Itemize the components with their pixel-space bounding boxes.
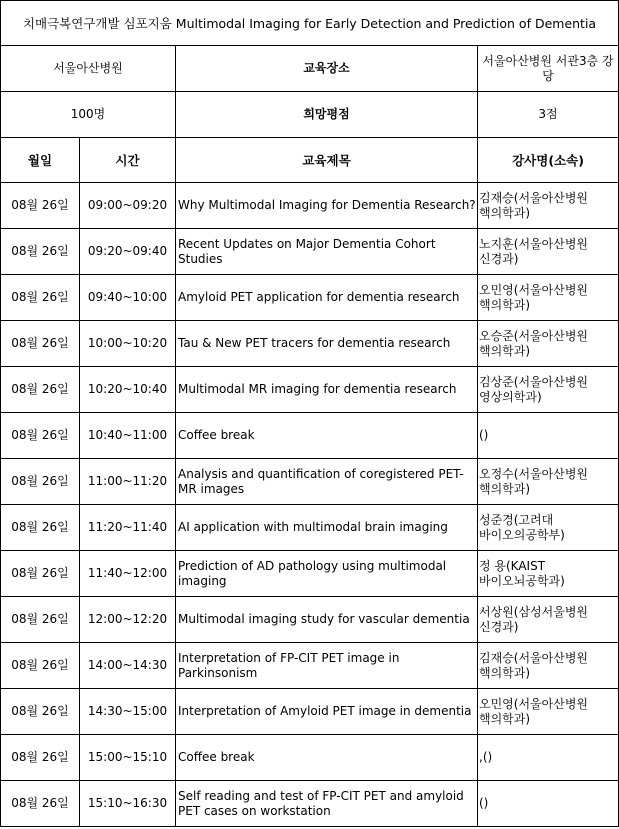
session-date: 08월 26일 (1, 735, 80, 781)
session-instructor: 성준경(고려대 바이오의공학부) (478, 505, 619, 551)
session-time: 10:20~10:40 (80, 367, 176, 413)
capacity: 100명 (1, 92, 176, 138)
session-date: 08월 26일 (1, 689, 80, 735)
session-instructor: 김재승(서울아산병원 핵의학과) (478, 643, 619, 689)
session-instructor: 오정수(서울아산병원 핵의학과) (478, 459, 619, 505)
session-instructor: 오승준(서울아산병원 핵의학과) (478, 321, 619, 367)
table-row (1, 183, 619, 229)
session-time: 10:40~11:00 (80, 413, 176, 459)
venue-value: 서울아산병원 서관3층 강당 (478, 46, 619, 92)
session-title: Prediction of AD pathology using multimodal imaging (176, 551, 478, 597)
session-title: Amyloid PET application for dementia research (176, 275, 478, 321)
session-time: 10:00~10:20 (80, 321, 176, 367)
symposium-title: 치매극복연구개발 심포지움 Multimodal Imaging for Early Detection and Prediction of Dementia (1, 1, 619, 46)
session-date: 08월 26일 (1, 459, 80, 505)
table-row (1, 229, 619, 275)
session-date: 08월 26일 (1, 643, 80, 689)
table-row (1, 735, 619, 781)
table-row (1, 505, 619, 551)
session-instructor: () (478, 781, 619, 827)
table-row (1, 459, 619, 505)
header-time: 시간 (80, 138, 176, 183)
session-instructor: 정 용(KAIST 바이오뇌공학과) (478, 551, 619, 597)
session-title: Interpretation of FP-CIT PET image in Parkinsonism (176, 643, 478, 689)
session-time: 11:40~12:00 (80, 551, 176, 597)
title-row (1, 1, 619, 46)
session-time: 14:30~15:00 (80, 689, 176, 735)
session-title: Multimodal MR imaging for dementia research (176, 367, 478, 413)
session-title: Coffee break (176, 413, 478, 459)
session-date: 08월 26일 (1, 505, 80, 551)
session-instructor: ,() (478, 735, 619, 781)
header-instructor: 강사명(소속) (478, 138, 619, 183)
session-instructor: 서상원(삼성서울병원 신경과) (478, 597, 619, 643)
session-date: 08월 26일 (1, 183, 80, 229)
session-instructor: 오민영(서울아산병원 핵의학과) (478, 689, 619, 735)
session-time: 11:20~11:40 (80, 505, 176, 551)
session-title: Multimodal imaging study for vascular dementia (176, 597, 478, 643)
table-row (1, 367, 619, 413)
session-time: 14:00~14:30 (80, 643, 176, 689)
header-date: 월일 (1, 138, 80, 183)
header-row (1, 138, 619, 183)
session-title: Coffee break (176, 735, 478, 781)
info-row-venue (1, 46, 619, 92)
session-date: 08월 26일 (1, 551, 80, 597)
session-date: 08월 26일 (1, 413, 80, 459)
session-time: 12:00~12:20 (80, 597, 176, 643)
session-instructor: 오민영(서울아산병원 핵의학과) (478, 275, 619, 321)
session-title: Recent Updates on Major Dementia Cohort Studies (176, 229, 478, 275)
score-label: 희망평점 (176, 92, 478, 138)
session-title: AI application with multimodal brain imaging (176, 505, 478, 551)
session-instructor: 김상준(서울아산병원 영상의학과) (478, 367, 619, 413)
table-row (1, 551, 619, 597)
session-date: 08월 26일 (1, 781, 80, 827)
info-row-score (1, 92, 619, 138)
session-time: 11:00~11:20 (80, 459, 176, 505)
schedule-body (1, 1, 619, 827)
session-title: Tau & New PET tracers for dementia research (176, 321, 478, 367)
session-title: Interpretation of Amyloid PET image in dementia (176, 689, 478, 735)
session-time: 09:00~09:20 (80, 183, 176, 229)
header-title: 교육제목 (176, 138, 478, 183)
session-date: 08월 26일 (1, 275, 80, 321)
table-row (1, 413, 619, 459)
session-date: 08월 26일 (1, 367, 80, 413)
session-time: 15:10~16:30 (80, 781, 176, 827)
session-date: 08월 26일 (1, 321, 80, 367)
table-row (1, 689, 619, 735)
session-title: Self reading and test of FP-CIT PET and amyloid PET cases on workstation (176, 781, 478, 827)
session-time: 15:00~15:10 (80, 735, 176, 781)
session-date: 08월 26일 (1, 597, 80, 643)
score-value: 3점 (478, 92, 619, 138)
session-time: 09:20~09:40 (80, 229, 176, 275)
table-row (1, 781, 619, 827)
table-row (1, 643, 619, 689)
table-row (1, 275, 619, 321)
session-title: Why Multimodal Imaging for Dementia Research? (176, 183, 478, 229)
table-row (1, 597, 619, 643)
session-date: 08월 26일 (1, 229, 80, 275)
session-title: Analysis and quantification of coregistered PET-MR images (176, 459, 478, 505)
session-instructor: 김재승(서울아산병원 핵의학과) (478, 183, 619, 229)
session-instructor: 노지훈(서울아산병원 신경과) (478, 229, 619, 275)
session-instructor: () (478, 413, 619, 459)
venue-label: 교육장소 (176, 46, 478, 92)
table-row (1, 321, 619, 367)
organizer: 서울아산병원 (1, 46, 176, 92)
session-time: 09:40~10:00 (80, 275, 176, 321)
